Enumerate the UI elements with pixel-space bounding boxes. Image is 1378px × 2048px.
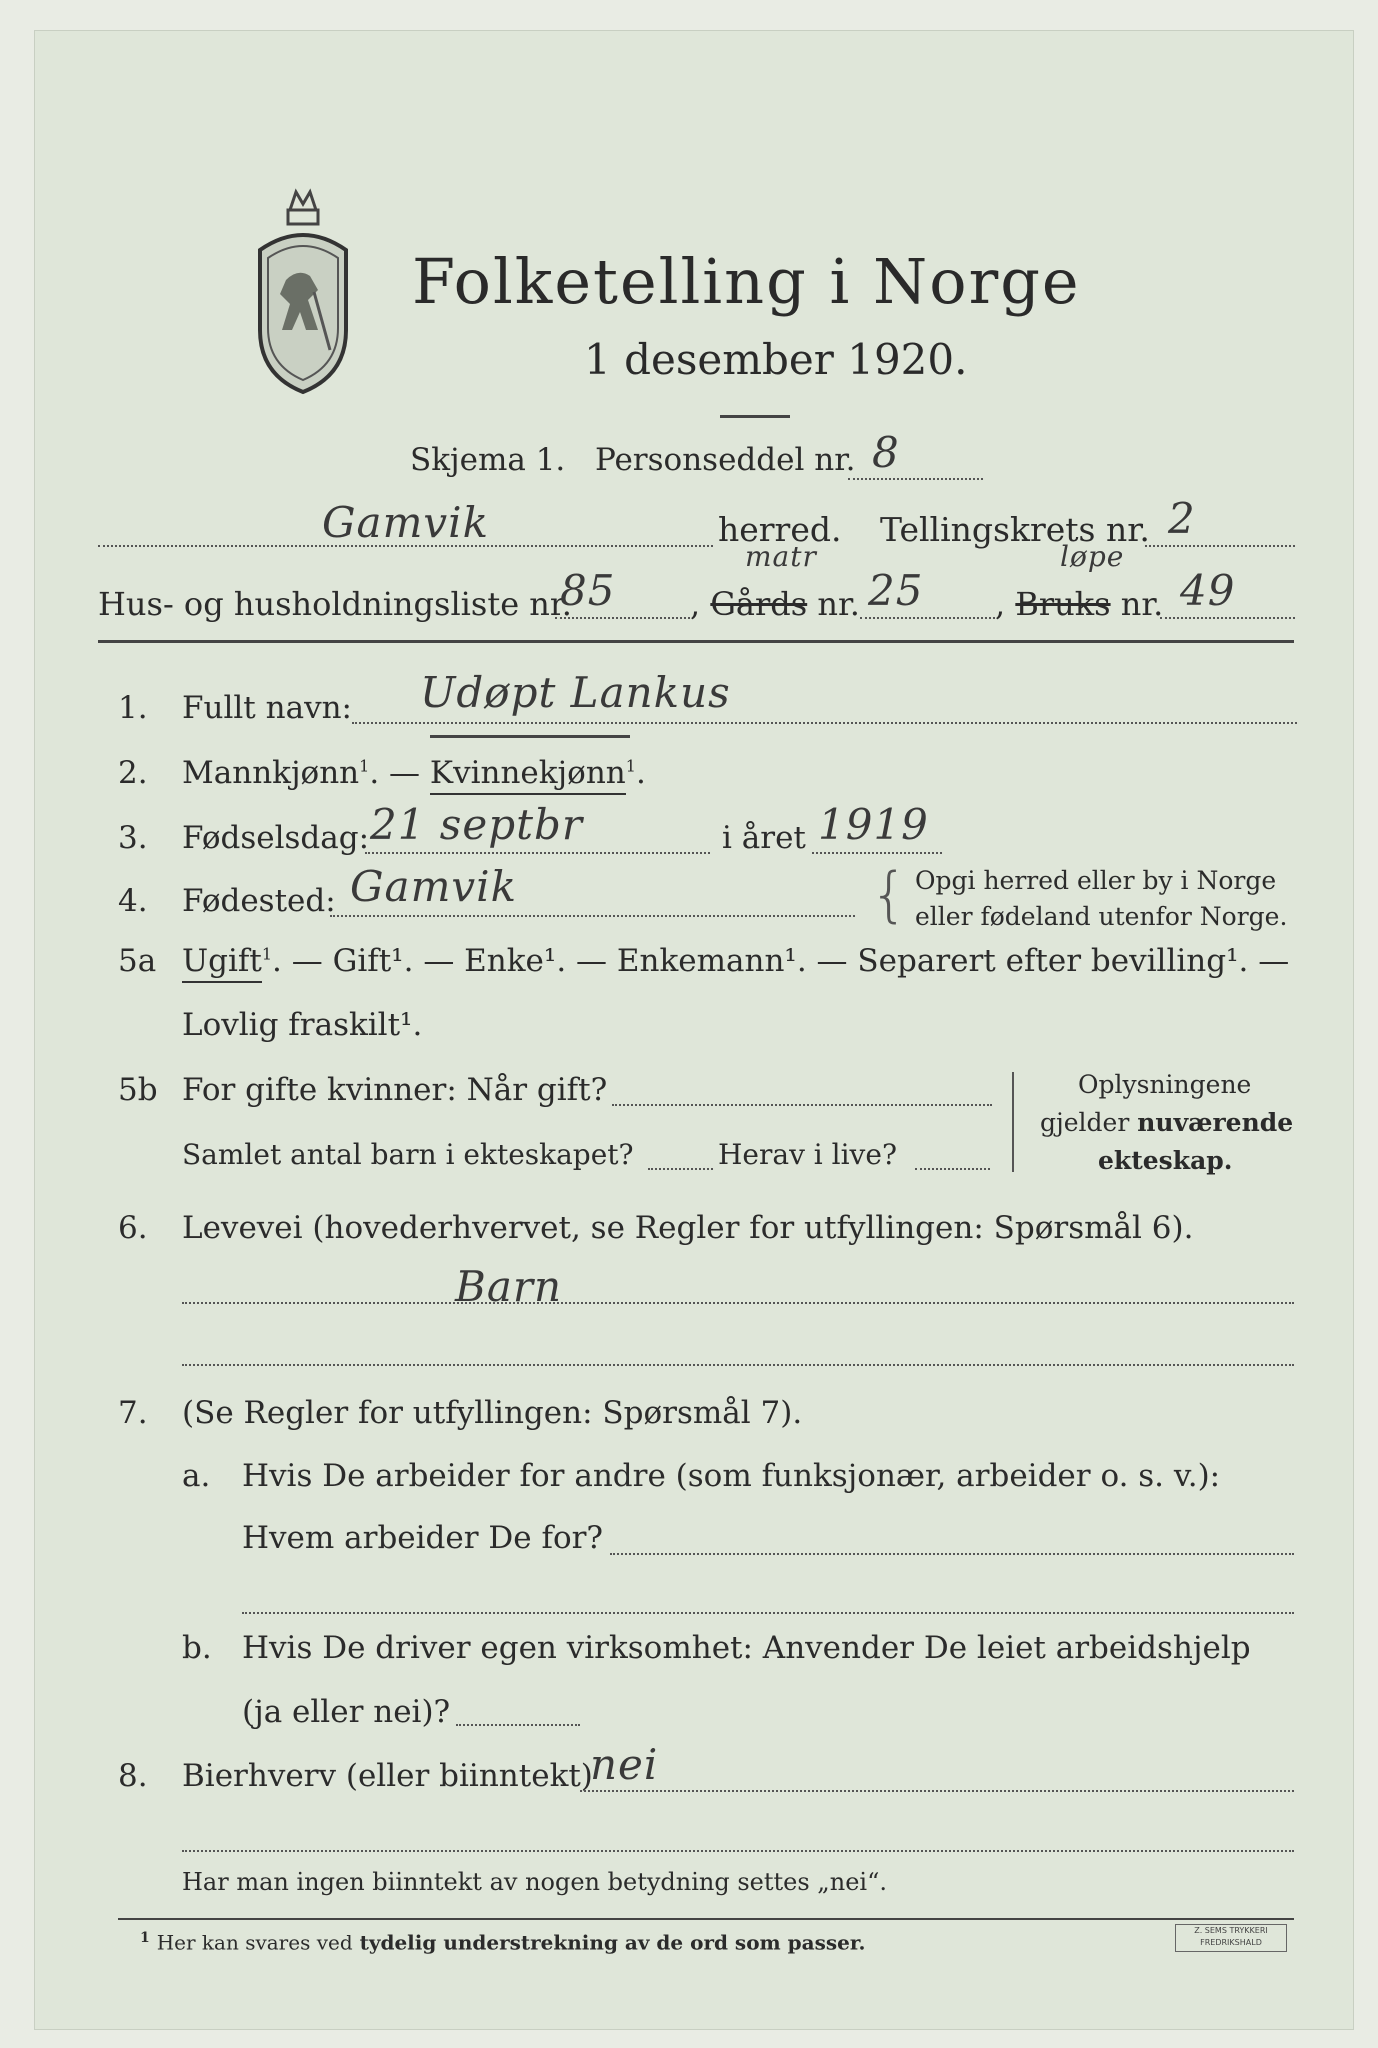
personseddel-line [848, 478, 983, 480]
tellingskrets-line [1145, 545, 1295, 547]
bruks-label: , Bruks nr. [995, 585, 1164, 623]
printer-mark: Z. SEMS TRYKKERI FREDRIKSHALD [1175, 1924, 1287, 1952]
q5b-note-2a: gjelder [1040, 1108, 1130, 1137]
bruks-word: Bruks [1015, 585, 1111, 623]
bruks-value: 49 [1180, 566, 1236, 615]
q6-label: Levevei (hovederhvervet, se Regler for utfyllingen: Spørsmål 6). [182, 1210, 1194, 1246]
q5b-note-3: ekteskap. [1098, 1146, 1233, 1175]
footnote-bold: tydelig understrekning av de ord som passer. [359, 1930, 866, 1955]
q5a-rest: . — Gift¹. — Enke¹. — Enkemann¹. — Separert efter bevilling¹. — [272, 943, 1290, 979]
q3-label: Fødselsdag: [182, 820, 370, 856]
hus-line [555, 617, 690, 619]
q5b-herav: Herav i live? [718, 1138, 897, 1171]
q5a-number: 5a [118, 943, 157, 979]
bruks-line [1160, 617, 1295, 619]
q7a-line-1 [610, 1553, 1294, 1555]
q2-kvinne-underlined: Kvinnekjønn [430, 755, 626, 795]
q4-label: Fødested: [182, 883, 336, 919]
q7b-number: b. [182, 1630, 212, 1666]
gards-label: , Gårds nr. [690, 585, 860, 623]
q5b-line-2 [648, 1168, 713, 1170]
q5b-bracket [1012, 1072, 1014, 1172]
q8-value: nei [590, 1740, 659, 1789]
q1-label: Fullt navn: [182, 690, 352, 726]
header-divider [98, 640, 1294, 643]
q3-year-value: 1919 [818, 800, 929, 849]
schema-label: Skjema 1. [410, 442, 566, 478]
q7-label: (Se Regler for utfyllingen: Spørsmål 7). [182, 1395, 803, 1431]
q7b-label: Hvis De driver egen virksomhet: Anvender De leiet arbeidshjelp [242, 1630, 1251, 1666]
census-date: 1 desember 1920. [584, 335, 968, 384]
q5b-line-3 [915, 1168, 990, 1170]
personseddel-label: Personseddel nr. [595, 442, 856, 478]
q7a-line-2 [242, 1612, 1294, 1614]
footnote-pre: Her kan svares ved [156, 1930, 353, 1955]
tellingskrets-value: 2 [1168, 494, 1196, 543]
gards-value: 25 [868, 566, 924, 615]
hus-label: Hus- og husholdningsliste nr. [98, 585, 572, 623]
q8-number: 8. [118, 1758, 148, 1794]
footnote-number: 1 [140, 1930, 150, 1946]
q4-note-1: Opgi herred eller by i Norge [915, 866, 1277, 895]
q7b-line [456, 1724, 580, 1726]
q8-line-1 [580, 1790, 1294, 1792]
q7a-number: a. [182, 1458, 211, 1494]
q5a-options: Ugift$^1$. — Gift¹. — Enke¹. — Enkemann¹. — Separert efter bevilling¹. — [182, 943, 1289, 979]
q1-underline [430, 735, 630, 738]
q5b-label: For gifte kvinner: Når gift? [182, 1072, 608, 1108]
gards-annotation: matr [745, 540, 817, 573]
q3-value: 21 septbr [370, 800, 583, 849]
q6-number: 6. [118, 1210, 148, 1246]
q2-number: 2. [118, 755, 148, 791]
q5b-note-1: Oplysningene [1078, 1070, 1252, 1099]
q7-number: 7. [118, 1395, 148, 1431]
q4-line [330, 915, 855, 917]
footer-note: Har man ingen biinntekt av nogen betydning settes „nei“. [182, 1868, 887, 1896]
q5a-line-2: Lovlig fraskilt¹. [182, 1007, 423, 1043]
q7b-label-2: (ja eller nei)? [242, 1694, 451, 1730]
footnote [140, 1930, 866, 1955]
q4-number: 4. [118, 883, 148, 919]
q3-number: 3. [118, 820, 148, 856]
q7a-label-2: Hvem arbeider De for? [242, 1520, 604, 1556]
q5b-line-1 [612, 1104, 992, 1106]
herred-value: Gamvik [322, 498, 490, 547]
q5b-label-2: Samlet antal barn i ekteskapet? [182, 1138, 634, 1171]
q7a-label: Hvis De arbeider for andre (som funksjonær, arbeider o. s. v.): [242, 1458, 1221, 1494]
q5b-note-2b: nuværende [1137, 1108, 1294, 1137]
q1-line [352, 722, 1297, 724]
personseddel-value: 8 [872, 428, 900, 477]
q6-value: Barn [455, 1262, 563, 1311]
form-title: Folketelling i Norge [412, 245, 1081, 318]
q4-note-2: eller fødeland utenfor Norge. [915, 902, 1288, 931]
q1-value: Udøpt Lankus [420, 668, 731, 717]
q3-year-label: i året [722, 820, 806, 856]
q6-line-2 [182, 1364, 1294, 1366]
q2-end: . [635, 755, 646, 791]
q8-label: Bierhverv (eller biinntekt) [182, 1758, 593, 1794]
q6-line-1 [182, 1302, 1294, 1304]
tellingskrets-label: Tellingskrets nr. [880, 510, 1150, 549]
q3-year-line [812, 852, 942, 854]
q3-line [365, 852, 710, 854]
q2-mann: Mannkjønn [182, 755, 360, 791]
q5a-ugift-underlined: Ugift [182, 943, 262, 983]
hus-value: 85 [560, 566, 616, 615]
q4-value: Gamvik [350, 862, 518, 911]
gards-line [860, 617, 995, 619]
q5b-note-2 [1040, 1108, 1293, 1137]
q2-separator: . — [369, 755, 430, 791]
herred-label: herred. [718, 510, 842, 549]
coat-of-arms-emblem [248, 180, 358, 400]
gards-word: Gårds [710, 585, 808, 623]
q1-number: 1. [118, 690, 148, 726]
q4-brace: { [870, 860, 909, 930]
q5b-number: 5b [118, 1072, 158, 1108]
title-divider [720, 415, 790, 418]
bruks-annotation: løpe [1060, 540, 1125, 573]
q2-options: Mannkjønn$^1$. — Kvinnekjønn$^1$. [182, 755, 646, 791]
footer-divider [118, 1918, 1294, 1920]
q8-line-2 [182, 1850, 1294, 1852]
